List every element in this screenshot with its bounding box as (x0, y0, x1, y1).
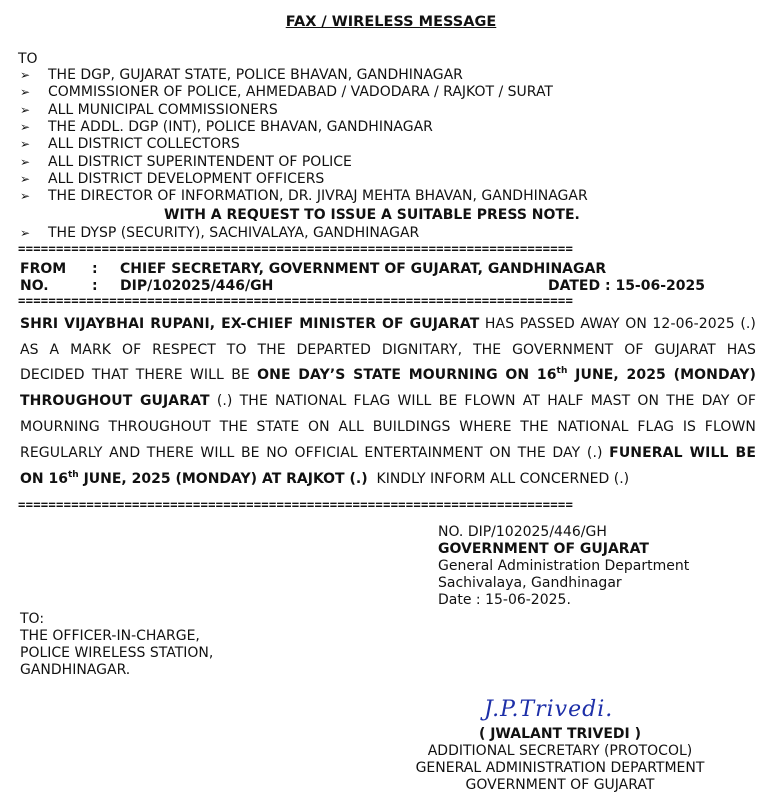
separator-rule: ========================================================================= (18, 500, 574, 510)
recipient-text: ALL DISTRICT DEVELOPMENT OFFICERS (48, 170, 325, 187)
dated: DATED : 15-06-2025 (548, 278, 706, 294)
arrow-bullet-icon: ➢ (20, 171, 31, 186)
body-line-5: MOURNING THROUGHOUT THE STATE ON ALL BUILDINGS WHERE THE NATIONAL FLAG IS FLOWN (20, 419, 756, 435)
body-line-7: ON 16th JUNE, 2025 (MONDAY) AT RAJKOT (.) KINDLY INFORM ALL CONCERNED (.) (20, 470, 630, 487)
to-officer-label: TO: (20, 611, 45, 627)
recipient-item (20, 225, 419, 242)
ref-place: Sachivalaya, Gandhinagar (438, 575, 622, 591)
arrow-bullet-icon: ➢ (20, 119, 31, 134)
arrow-bullet-icon: ➢ (20, 137, 31, 152)
body-line-1: SHRI VIJAYBHAI RUPANI, EX-CHIEF MINISTER OF GUJARAT HAS PASSED AWAY ON 12-06-2025 (.) (20, 316, 756, 332)
body-line-6: REGULARLY AND THERE WILL BE NO OFFICIAL ENTERTAINMENT ON THE DAY (.) FUNERAL WILL BE (20, 445, 756, 461)
recipient-item (20, 188, 588, 205)
recipient-item (20, 171, 324, 188)
recipient-text: THE DYSP (SECURITY), SACHIVALAYA, GANDHINAGAR (48, 225, 420, 241)
recipient-text: ALL DISTRICT COLLECTORS (48, 136, 240, 153)
body-line-2: AS A MARK OF RESPECT TO THE DEPARTED DIGNITARY, THE GOVERNMENT OF GUJARAT HAS (20, 342, 756, 358)
signatory-name: ( JWALANT TRIVEDI ) (478, 726, 642, 742)
signatory-government: GOVERNMENT OF GUJARAT (465, 777, 655, 793)
recipient-item (20, 136, 240, 153)
to-officer-block (20, 611, 213, 679)
to-officer-line: GANDHINAGAR. (20, 662, 131, 678)
reference-number: DIP/102025/446/GH (120, 278, 274, 294)
recipient-item (20, 154, 352, 171)
document-title: FAX / WIRELESS MESSAGE (285, 14, 497, 30)
to-label: TO (18, 51, 38, 67)
arrow-bullet-icon: ➢ (20, 102, 31, 117)
signatory-department: GENERAL ADMINISTRATION DEPARTMENT (415, 760, 705, 776)
recipient-text: THE DGP, GUJARAT STATE, POLICE BHAVAN, GANDHINAGAR (48, 67, 463, 83)
recipient-text: THE DIRECTOR OF INFORMATION, DR. JIVRAJ MEHTA BHAVAN, GANDHINAGAR (48, 188, 588, 205)
ref-government: GOVERNMENT OF GUJARAT (438, 541, 649, 557)
to-officer-line: THE OFFICER-IN-CHARGE, (20, 628, 200, 644)
ref-number: NO. DIP/102025/446/GH (438, 524, 607, 540)
handwritten-signature: J.P.Trivedi. (484, 697, 614, 722)
recipient-item (20, 102, 278, 119)
from-colon: : (92, 261, 98, 277)
recipient-text: COMMISSIONER OF POLICE, AHMEDABAD / VADODARA / RAJKOT / SURAT (48, 84, 553, 101)
ref-date: Date : 15-06-2025. (438, 592, 571, 608)
recipient-item (20, 67, 463, 84)
arrow-bullet-icon: ➢ (20, 154, 31, 169)
arrow-bullet-icon: ➢ (20, 189, 31, 204)
separator-rule: ========================================================================= (18, 244, 574, 254)
recipient-text: ALL MUNICIPAL COMMISSIONERS (48, 101, 278, 118)
from-label: FROM (20, 261, 67, 277)
separator-rule: ========================================================================= (18, 296, 574, 306)
recipient-item (20, 84, 553, 101)
to-officer-line: POLICE WIRELESS STATION, (20, 645, 214, 661)
signatory-block (380, 726, 740, 794)
body-line-4: THROUGHOUT GUJARAT (.) THE NATIONAL FLAG WILL BE FLOWN AT HALF MAST ON THE DAY OF (20, 393, 756, 409)
press-note-request: WITH A REQUEST TO ISSUE A SUITABLE PRESS NOTE. (164, 207, 580, 223)
body-line-3: DECIDED THAT THERE WILL BE ONE DAY’S STATE MOURNING ON 16th JUNE, 2025 (MONDAY) (20, 366, 756, 383)
from-value: CHIEF SECRETARY, GOVERNMENT OF GUJARAT, GANDHINAGAR (120, 261, 607, 277)
recipient-item (20, 119, 433, 136)
reference-block (438, 524, 689, 609)
arrow-bullet-icon: ➢ (20, 226, 31, 240)
number-colon: : (92, 278, 98, 294)
recipient-text: THE ADDL. DGP (INT), POLICE BHAVAN, GANDHINAGAR (48, 118, 433, 135)
ref-department: General Administration Department (438, 558, 690, 574)
arrow-bullet-icon: ➢ (20, 68, 31, 82)
signatory-designation: ADDITIONAL SECRETARY (PROTOCOL) (427, 743, 693, 759)
arrow-bullet-icon: ➢ (20, 85, 31, 100)
recipient-text: ALL DISTRICT SUPERINTENDENT OF POLICE (48, 153, 352, 170)
number-label: NO. (20, 278, 49, 294)
